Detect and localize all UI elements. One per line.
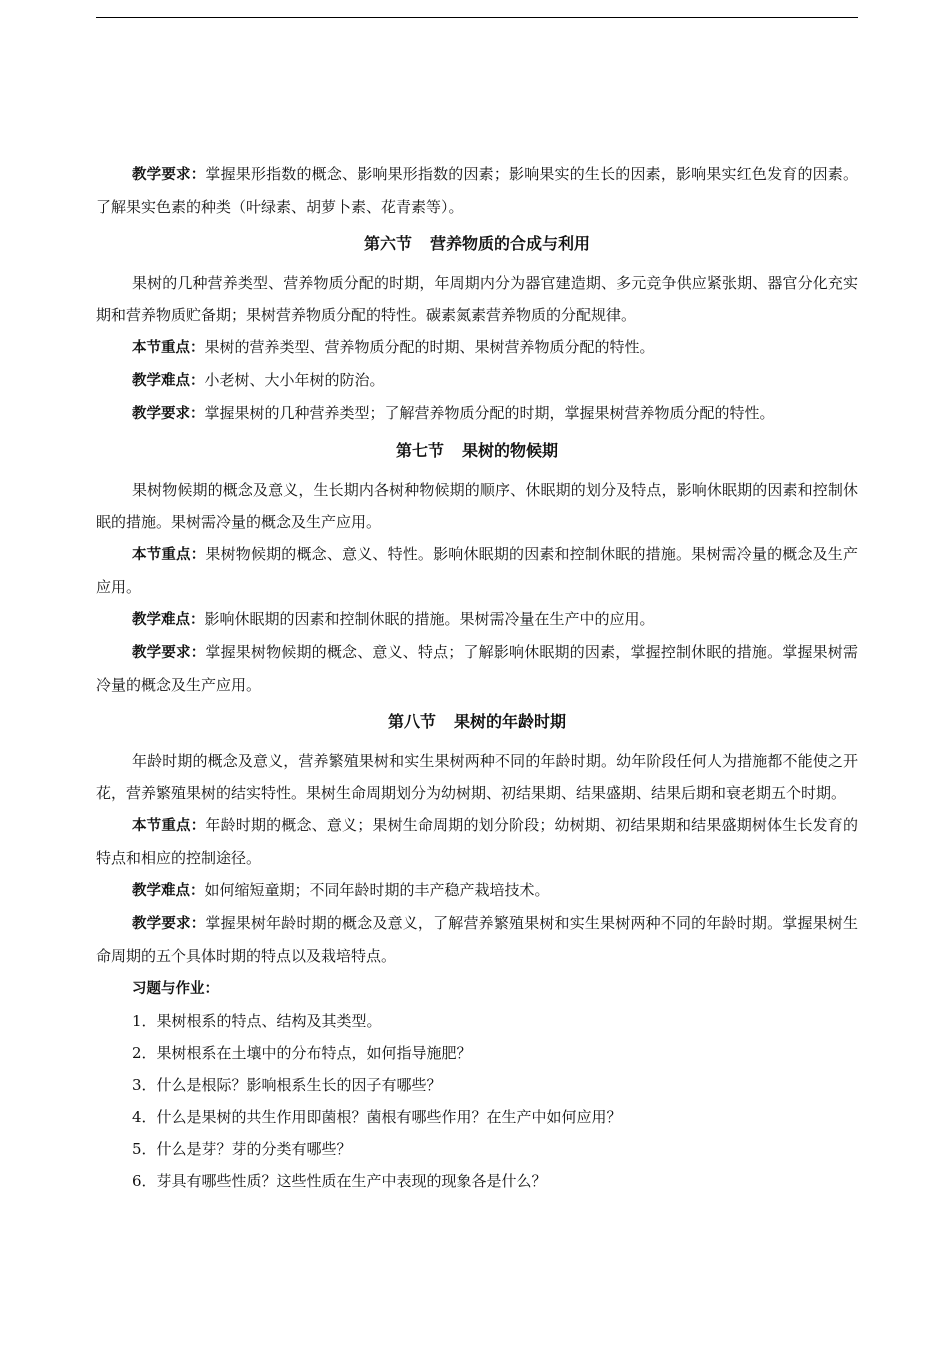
header-rule: [96, 17, 858, 18]
section-heading: [96, 434, 858, 468]
section-intro: 年龄时期的概念及意义，营养繁殖果树和实生果树两种不同的年龄时期。幼年阶段任何人为措施都不能使之开花，营养繁殖果树的结实特性。果树生命周期划分为幼树期、初结果期、结果盛期、结果后期和衰老期五个时期。: [96, 752, 858, 802]
homework-title-paragraph: [96, 972, 858, 1005]
key-points-label: 本节重点：: [132, 547, 206, 563]
difficulty-text: 小老树、大小年树的防治。: [204, 371, 385, 389]
homework-item: 3．什么是根际？影响根系生长的因子有哪些？: [132, 1076, 442, 1094]
key-points-paragraph: [96, 331, 858, 364]
difficulty-label: 教学难点：: [132, 373, 205, 389]
prev-requirements-paragraph: [96, 158, 858, 223]
requirements-text: 掌握果形指数的概念、影响果形指数的因素；影响果实的生长的因素，影响果实红色发育的因素。了解果实色素的种类（叶绿素、胡萝卜素、花青素等）。: [96, 165, 858, 216]
section-heading: [96, 705, 858, 739]
section-intro: 果树物候期的概念及意义，生长期内各树种物候期的顺序、休眠期的划分及特点，影响休眠期的因素和控制休眠的措施。果树需冷量的概念及生产应用。: [96, 481, 858, 531]
requirements-text: 掌握果树年龄时期的概念及意义，了解营养繁殖果树和实生果树两种不同的年龄时期。掌握果树生命周期的五个具体时期的特点以及栽培特点。: [96, 914, 858, 965]
difficulty-paragraph: [96, 603, 858, 636]
homework-item: 6．芽具有哪些性质？这些性质在生产中表现的现象各是什么？: [132, 1172, 547, 1190]
difficulty-paragraph: [96, 874, 858, 907]
requirements-text: 掌握果树的几种营养类型；了解营养物质分配的时期，掌握果树营养物质分配的特性。: [204, 404, 775, 422]
key-points-text: 果树物候期的概念、意义、特性。影响休眠期的因素和控制休眠的措施。果树需冷量的概念及生产应用。: [96, 545, 858, 596]
key-points-text: 年龄时期的概念、意义；果树生命周期的划分阶段；幼树期、初结果期和结果盛期树体生长发育的特点和相应的控制途径。: [96, 816, 858, 867]
requirements-paragraph: [96, 397, 858, 430]
difficulty-paragraph: [96, 364, 858, 397]
homework-title: 习题与作业：: [132, 981, 219, 997]
homework-item: 2．果树根系在土壤中的分布特点，如何指导施肥？: [132, 1044, 472, 1062]
homework-item: 1．果树根系的特点、结构及其类型。: [132, 1012, 382, 1030]
section-intro: 果树的几种营养类型、营养物质分配的时期，年周期内分为器官建造期、多元竞争供应紧张期、器官分化充实期和营养物质贮备期；果树营养物质分配的特性。碳素氮素营养物质的分配规律。: [96, 274, 858, 324]
difficulty-label: 教学难点：: [132, 612, 205, 628]
homework-list: [96, 1005, 858, 1197]
requirements-text: 掌握果树物候期的概念、意义、特点；了解影响休眠期的因素，掌握控制休眠的措施。掌握果树需冷量的概念及生产应用。: [96, 643, 858, 694]
key-points-paragraph: [96, 538, 858, 603]
section-number: 第八节: [387, 712, 436, 731]
difficulty-text: 如何缩短童期；不同年龄时期的丰产稳产栽培技术。: [204, 881, 550, 899]
requirements-label: 教学要求：: [132, 645, 206, 661]
requirements-paragraph: [96, 636, 858, 701]
homework-item: 4．什么是果树的共生作用即菌根？菌根有哪些作用？在生产中如何应用？: [132, 1108, 622, 1126]
requirements-label: 教学要求：: [132, 406, 205, 422]
section-number: 第七节: [395, 441, 444, 460]
difficulty-label: 教学难点：: [132, 883, 205, 899]
key-points-paragraph: [96, 809, 858, 874]
section-title: 果树的年龄时期: [454, 712, 567, 731]
key-points-label: 本节重点：: [132, 340, 205, 356]
homework-item: 5．什么是芽？芽的分类有哪些？: [132, 1140, 352, 1158]
section-heading: [96, 227, 858, 261]
requirements-paragraph: [96, 907, 858, 972]
requirements-label: 教学要求：: [132, 167, 206, 183]
page-content: [96, 158, 858, 1197]
difficulty-text: 影响休眠期的因素和控制休眠的措施。果树需冷量在生产中的应用。: [204, 610, 655, 628]
key-points-label: 本节重点：: [132, 818, 206, 834]
section-title: 果树的物候期: [462, 441, 559, 460]
section-title: 营养物质的合成与利用: [430, 234, 591, 253]
requirements-label: 教学要求：: [132, 916, 206, 932]
key-points-text: 果树的营养类型、营养物质分配的时期、果树营养物质分配的特性。: [204, 338, 655, 356]
section-number: 第六节: [363, 234, 412, 253]
